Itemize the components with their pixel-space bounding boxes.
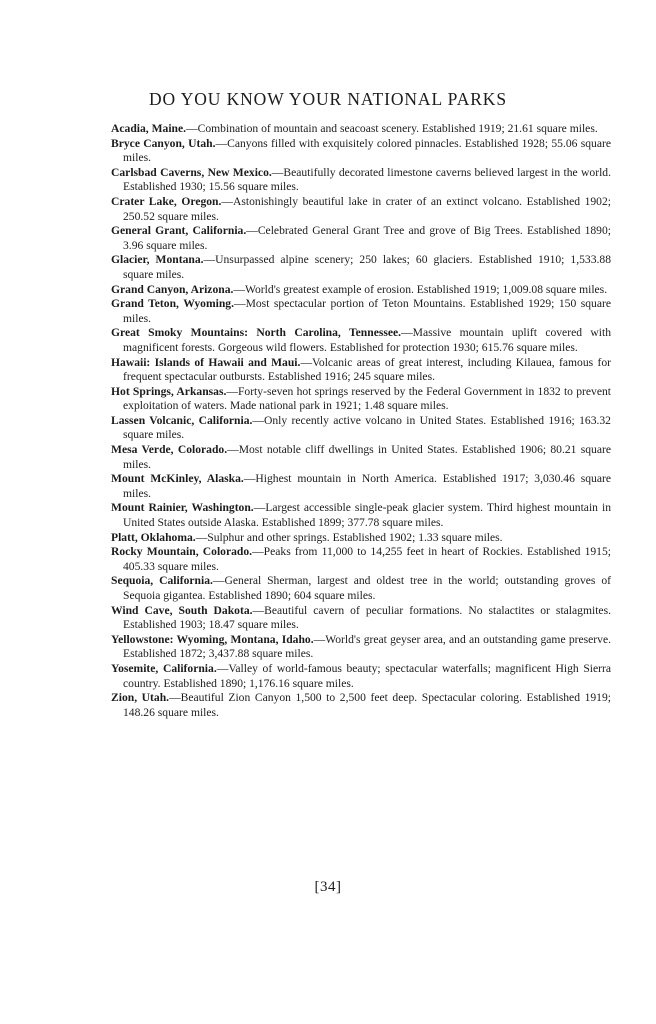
- park-description: —Forty-seven hot springs reserved by the Federal Government in 1832 to prevent exploitation of waters. Made national park in 1921; 1.48 square miles.: [123, 384, 611, 413]
- park-name: General Grant, California.: [111, 224, 247, 238]
- park-entry: [111, 326, 611, 355]
- park-name: Hot Springs, Arkansas.: [111, 384, 227, 398]
- park-description: —Unsurpassed alpine scenery; 250 lakes; 60 glaciers. Established 1910; 1,533.88 square miles.: [123, 253, 611, 281]
- park-name: Platt, Oklahoma.: [111, 530, 196, 544]
- park-description: —Canyons filled with exquisitely colored pinnacles. Established 1928; 55.06 square miles.: [123, 136, 611, 165]
- park-description: —Largest accessible single-peak glacier system. Third highest mountain in United States outside Alaska. Established 1899; 377.78 square miles.: [123, 501, 612, 530]
- park-name: Grand Teton, Wyoming.: [111, 297, 234, 311]
- park-name: Zion, Utah.: [111, 691, 170, 705]
- park-description: —World's greatest example of erosion. Established 1919; 1,009.08 square miles.: [233, 282, 608, 296]
- park-name: Carlsbad Caverns, New Mexico.: [111, 165, 272, 179]
- page-number: [34]: [314, 879, 342, 895]
- park-entry: [111, 574, 611, 603]
- park-name: Mount McKinley, Alaska.: [111, 472, 244, 486]
- park-list: [111, 122, 611, 720]
- park-entry: [111, 604, 611, 633]
- park-name: Sequoia, California.: [111, 574, 213, 588]
- park-description: —Volcanic areas of great interest, including Kilauea, famous for frequent spectacular outbursts. Established 1916; 245 square miles.: [123, 355, 611, 384]
- park-description: —General Sherman, largest and oldest tree in the world; outstanding groves of Sequoia gigantea. Established 1890; 604 square miles.: [123, 574, 611, 602]
- park-description: —World's great geyser area, and an outstanding game preserve. Established 1872; 3,437.88 square miles.: [123, 632, 611, 661]
- park-description: —Only recently active volcano in United States. Established 1916; 163.32 square miles.: [123, 413, 611, 442]
- park-entry: [111, 195, 611, 224]
- park-name: Mount Rainier, Washington.: [111, 501, 254, 515]
- park-name: Wind Cave, South Dakota.: [111, 603, 253, 617]
- park-description: —Most spectacular portion of Teton Mountains. Established 1929; 150 square miles.: [123, 297, 611, 325]
- park-name: Lassen Volcanic, California.: [111, 413, 253, 427]
- park-entry: [111, 385, 611, 414]
- page-title: DO YOU KNOW YOUR NATIONAL PARKS: [149, 89, 507, 109]
- park-description: —Celebrated General Grant Tree and grove of Big Trees. Established 1890; 3.96 square miles.: [123, 224, 611, 252]
- park-description: —Beautiful Zion Canyon 1,500 to 2,500 feet deep. Spectacular coloring. Established 1919; 148.26 square miles.: [123, 691, 611, 719]
- park-description: —Astonishingly beautiful lake in crater of an extinct volcano. Established 1902; 250.52 square miles.: [123, 194, 611, 223]
- park-entry: [111, 137, 611, 166]
- park-description: —Valley of world-famous beauty; spectacular waterfalls; magnificent High Sierra country. Established 1890; 1,176.16 square miles.: [123, 661, 611, 690]
- park-name: Acadia, Maine.: [111, 122, 187, 135]
- park-description: —Beautifully decorated limestone caverns believed largest in the world. Established 1930; 15.56 square miles.: [123, 165, 611, 194]
- park-entry: [111, 545, 611, 574]
- park-description: —Highest mountain in North America. Established 1917; 3,030.46 square miles.: [123, 472, 611, 500]
- park-name: Hawaii: Islands of Hawaii and Maui.: [111, 355, 301, 369]
- park-entry: [111, 414, 611, 443]
- park-name: Crater Lake, Oregon.: [111, 194, 222, 208]
- park-entry: [111, 662, 611, 691]
- park-description: —Peaks from 11,000 to 14,255 feet in heart of Rockies. Established 1915; 405.33 square miles.: [123, 545, 611, 573]
- park-name: Yellowstone: Wyoming, Montana, Idaho.: [111, 632, 314, 646]
- park-entry: [111, 253, 611, 282]
- park-description: —Sulphur and other springs. Established 1902; 1.33 square miles.: [195, 530, 503, 544]
- park-entry: [111, 691, 611, 720]
- park-name: Yosemite, California.: [111, 661, 217, 675]
- park-entry: [111, 166, 611, 195]
- park-description: —Most notable cliff dwellings in United States. Established 1906; 80.21 square miles.: [123, 443, 611, 471]
- park-name: Glacier, Montana.: [111, 253, 204, 267]
- park-entry: [111, 283, 611, 298]
- park-name: Bryce Canyon, Utah.: [111, 136, 216, 150]
- park-description: —Beautiful cavern of peculiar formations. No stalactites or stalagmites. Established 1903; 18.47 square miles.: [123, 603, 611, 632]
- park-entry: [111, 472, 611, 501]
- park-name: Mesa Verde, Colorado.: [111, 443, 228, 457]
- park-entry: [111, 501, 611, 530]
- park-entry: [111, 633, 611, 662]
- park-entry: [111, 122, 611, 137]
- park-name: Grand Canyon, Arizona.: [111, 282, 234, 296]
- park-entry: [111, 531, 611, 546]
- park-entry: [111, 443, 611, 472]
- park-description: —Combination of mountain and seacoast scenery. Established 1919; 21.61 square miles.: [186, 122, 598, 135]
- park-entry: [111, 224, 611, 253]
- park-name: Rocky Mountain, Colorado.: [111, 545, 253, 559]
- park-name: Great Smoky Mountains: North Carolina, Tennessee.: [111, 326, 402, 340]
- park-description: —Massive mountain uplift covered with magnificent forests. Gorgeous wild flowers. Established for protection 1930; 615.76 square miles.: [123, 326, 611, 354]
- park-entry: [111, 356, 611, 385]
- park-entry: [111, 297, 611, 326]
